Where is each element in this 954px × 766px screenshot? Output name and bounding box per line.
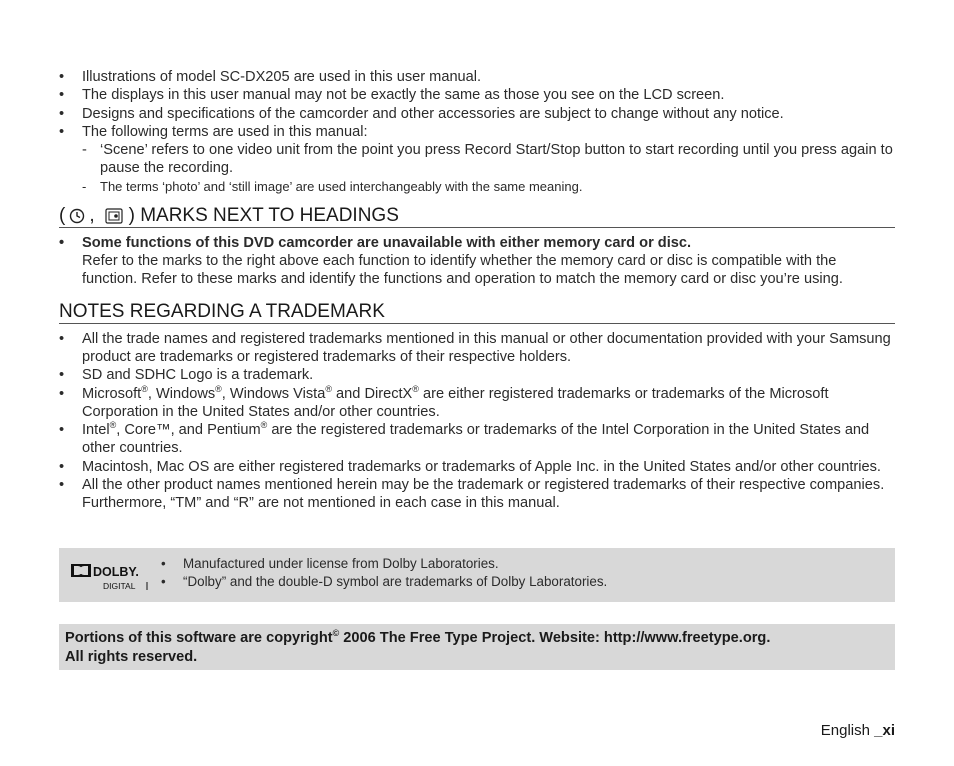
page-content: [59, 68, 895, 513]
list-item: • “Dolby” and the double-D symbol are trademarks of Dolby Laboratories.: [161, 574, 608, 589]
trademark-bullet: • All the trade names and registered trademarks mentioned in this manual or other documentation provided with your Samsung product are trademarks or registered trademarks of their respective holders.: [59, 330, 891, 365]
marks-heading: ( , ) MARKS NEXT TO HEADINGS: [59, 205, 895, 228]
trademark-heading: NOTES REGARDING A TRADEMARK: [59, 301, 895, 324]
trademark-bullet: • SD and SDHC Logo is a trademark.: [59, 367, 314, 384]
trademark-bullet: • Intel®, Core™, and Pentium® are the registered trademarks or trademarks of the Intel Corporation in the United States and other countries.: [59, 420, 870, 457]
memory-card-mark-icon: [105, 208, 123, 224]
intro-bullet: • Illustrations of model SC-DX205 are used in this user manual.: [59, 69, 482, 85]
intro-bullet: • The displays in this user manual may not be exactly the same as those you see on the LCD screen.: [59, 87, 725, 104]
dolby-notice-list: [161, 555, 607, 591]
svg-text:DOLBY.: DOLBY.: [93, 565, 139, 579]
trademark-bullet: • Macintosh, Mac OS are either registered trademarks or trademarks of Apple Inc. in the United States and/or other countries.: [59, 458, 881, 475]
trademark-bullet: • All the other product names mentioned herein may be the trademark or registered trademarks of their respective companies. Furthermore, “TM” and “R” are not mentioned in each case in this manual.: [59, 477, 885, 512]
trademark-bullet: • Microsoft®, Windows®, Windows Vista® and DirectX® are either registered trademarks or trademarks of the Microsoft Corporation in the United States and/or other countries.: [59, 383, 829, 420]
page-number: _xi: [874, 722, 895, 739]
freetype-notice-box: [59, 624, 895, 670]
dolby-notice-box: [59, 548, 895, 602]
term-photo: - The terms ‘photo’ and ‘still image’ are used interchangeably with the same meaning.: [82, 178, 583, 194]
svg-text:DIGITAL: DIGITAL: [103, 581, 136, 591]
marks-body: Refer to the marks to the right above each function to identify whether the memory card or disc is compatible with the function. Refer to these marks and identify the functions and operation to match the memory card or disc you’re using.: [82, 253, 843, 288]
freetype-notice-text: Portions of this software are copyright© 2006 The Free Type Project. Website: http://www.freetype.org. All rights reserved.: [65, 628, 771, 665]
intro-bullet: • Designs and specifications of the camcorder and other accessories are subject to change without any notice.: [59, 105, 784, 122]
list-item: • Manufactured under license from Dolby Laboratories.: [161, 556, 499, 571]
disc-mark-icon: [69, 208, 85, 224]
term-scene: - ‘Scene’ refers to one video unit from the point you press Record Start/Stop button to start recording until you press again to pause the recording.: [82, 142, 893, 177]
page-footer: English _xi: [820, 722, 895, 739]
marks-bold-bullet: • Some functions of this DVD camcorder are unavailable with either memory card or disc.: [59, 234, 692, 251]
intro-bullet: • The following terms are used in this manual:: [59, 123, 368, 140]
dolby-digital-logo: [71, 558, 149, 592]
